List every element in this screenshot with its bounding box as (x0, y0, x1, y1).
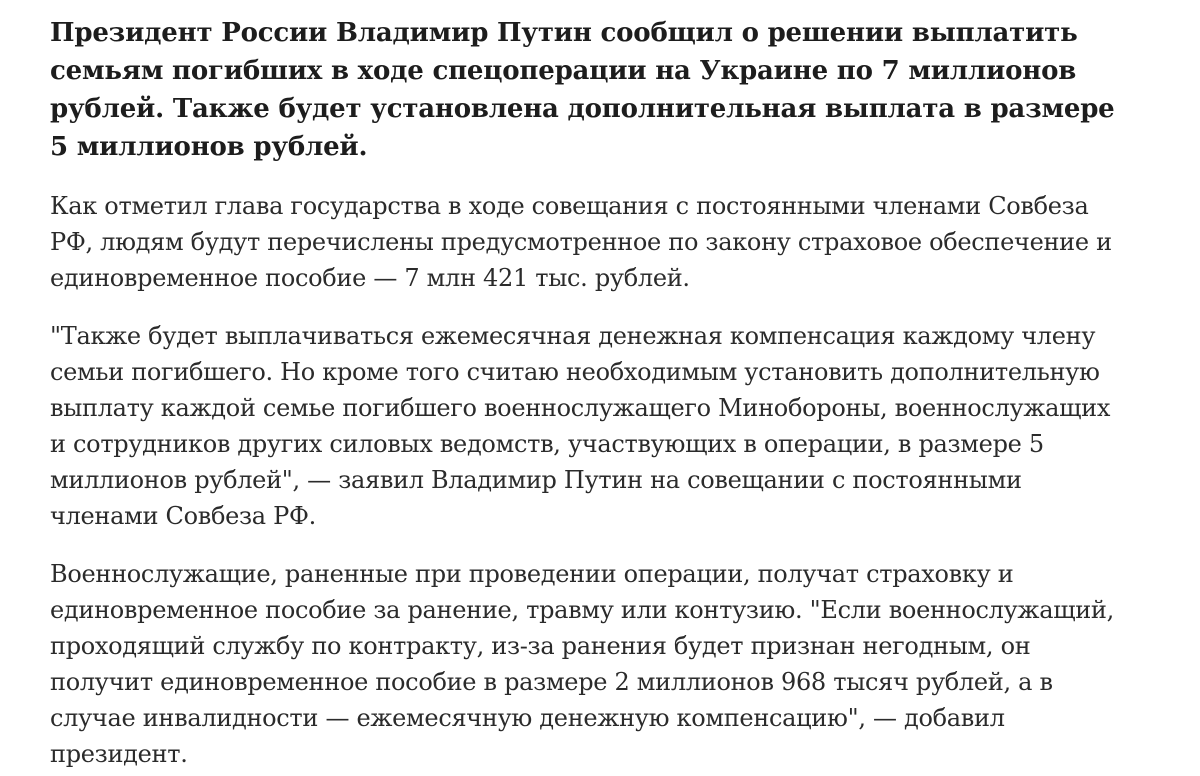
article-paragraph-1: Как отметил глава государства в ходе совещания с постоянными членами Совбеза РФ, людям будут перечислены предусмотренное по закону страховое обеспечение и единовременное пособие — 7 млн 421 тыс. рублей. (50, 192, 1112, 292)
article-paragraph-3: Военнослужащие, раненные при проведении операции, получат страховку и единовременное пособие за ранение, травму или контузию. "Если военнослужащий, проходящий службу по контракту, из-за ранения будет признан негодным, он получит единовременное пособие в размере 2 миллионов 968 тысяч рублей, а в случае инвалидности — ежемесячную денежную компенсацию", — добавил президент. (50, 560, 1114, 768)
article-body (50, 14, 1130, 772)
article-paragraph-2: "Также будет выплачиваться ежемесячная денежная компенсация каждому члену семьи погибшего. Но кроме того считаю необходимым установить дополнительную выплату каждой семье погибшего военнослужащего Минобороны, военнослужащих и сотрудников других силовых ведомств, участвующих в операции, в размере 5 миллионов рублей", — заявил Владимир Путин на совещании с постоянными членами Совбеза РФ. (50, 322, 1111, 530)
article-lead: Президент России Владимир Путин сообщил о решении выплатить семьям погибших в ходе спецоперации на Украине по 7 миллионов рублей. Также будет установлена дополнительная выплата в размере 5 миллионов рублей. (50, 18, 1115, 162)
